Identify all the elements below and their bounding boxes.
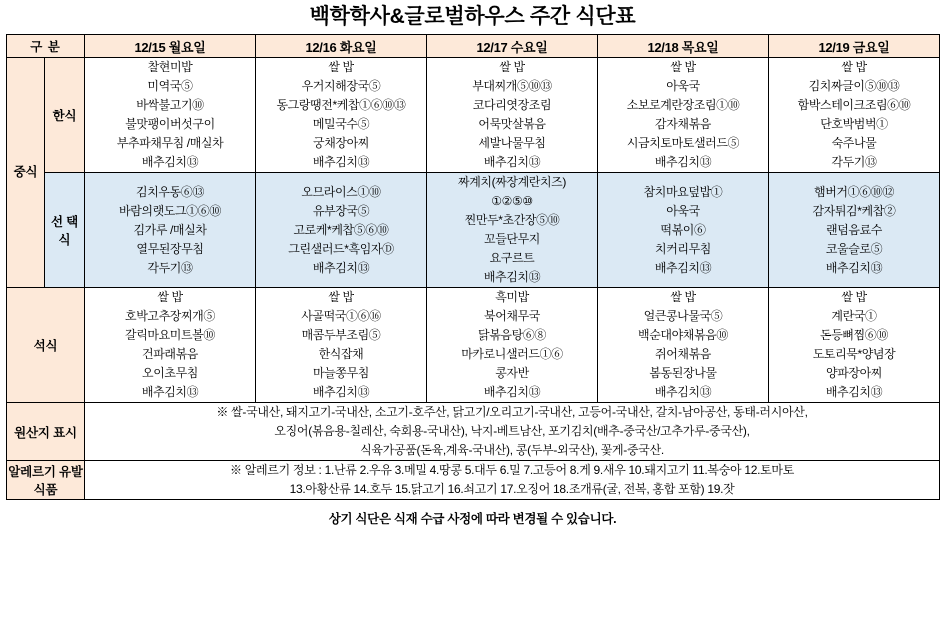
menu-item: 갈릭마요미트볼⑩ xyxy=(125,328,215,343)
menu-item: 김치짜글이⑤⑩⑬ xyxy=(808,79,900,94)
menu-item: ①②⑤⑩ xyxy=(491,194,533,209)
menu-item: 흑미밥 xyxy=(495,290,529,305)
menu-item: 랜덤음료수 xyxy=(826,222,882,237)
cell-korean-tue xyxy=(256,58,427,173)
menu-item: 매콤두부조림⑤ xyxy=(301,328,381,343)
menu-item: 콩자반 xyxy=(495,366,529,381)
menu-item: 배추김치⑬ xyxy=(312,260,370,275)
menu-item: 쌀 밥 xyxy=(670,290,696,305)
menu-item: 부추파채무침 /매실차 xyxy=(116,136,224,151)
menu-item: 바람의랫도그①⑥⑩ xyxy=(119,203,221,218)
menu-item: 오이초무침 xyxy=(142,366,198,381)
cell-dinner-tue xyxy=(256,288,427,403)
label-origin xyxy=(7,403,85,461)
menu-item: 꼬들단무지 xyxy=(484,232,540,247)
menu-item: 함박스테이크조림⑥⑩ xyxy=(797,98,911,113)
allergy-content xyxy=(85,461,940,500)
cell-dinner-wed xyxy=(427,288,598,403)
allergy-line: ※ 알레르기 정보 : 1.난류 2.우유 3.메밀 4.땅콩 5.대두 6.밀 7.고등어 8.게 9.새우 10.돼지고기 11.복숭아 12.토마토 xyxy=(229,463,794,478)
menu-item: 열무된장무침 xyxy=(136,241,204,256)
menu-item: 닭볶음탕⑥⑧ xyxy=(478,328,546,343)
origin-line: ※ 쌀-국내산, 돼지고기-국내산, 소고기-호주산, 닭고기/오리고기-국내산, 고등어-국내산, 갈치-남아공산, 동태-러시아산, xyxy=(216,405,808,420)
menu-item: 북어채무국 xyxy=(484,309,540,324)
footnote: 상기 식단은 식재 수급 사정에 따라 변경될 수 있습니다. xyxy=(328,512,617,527)
menu-item: 김가루 /매실차 xyxy=(133,222,207,237)
menu-item: 마카로니샐러드①⑥ xyxy=(461,347,563,362)
menu-item: 동그랑땡전*케찹①⑥⑩⑬ xyxy=(276,98,406,113)
menu-item: 각두기⑬ xyxy=(147,260,193,275)
menu-item: 감자채볶음 xyxy=(655,117,711,132)
menu-item: 배추김치⑬ xyxy=(141,385,199,400)
header-day-3: 12/18 목요일 xyxy=(598,35,769,58)
menu-item: 찐만두*초간장⑤⑩ xyxy=(464,213,560,228)
menu-item: 배추김치⑬ xyxy=(825,260,883,275)
menu-item: 감자튀김*케찹② xyxy=(812,203,896,218)
origin-line: 오징어(볶음용-칠레산, 숙회용-국내산), 낙지-베트남산, 포기김치(배추-중국산/고추가루-중국산), xyxy=(274,424,750,439)
cell-dinner-fri xyxy=(769,288,940,403)
menu-item: 배추김치⑬ xyxy=(825,385,883,400)
cell-dinner-mon xyxy=(85,288,256,403)
menu-item: 떡볶이⑥ xyxy=(660,222,706,237)
menu-item: 유부장국⑤ xyxy=(312,203,370,218)
header-day-1: 12/16 화요일 xyxy=(256,35,427,58)
menu-item: 쌀 밥 xyxy=(499,60,525,75)
menu-item: 미역국⑤ xyxy=(147,79,193,94)
menu-item: 아욱국 xyxy=(666,203,700,218)
cell-select-tue xyxy=(256,173,427,288)
menu-item: 소보로계란장조림①⑩ xyxy=(626,98,740,113)
header-day-2: 12/17 수요일 xyxy=(427,35,598,58)
menu-item: 한식잡채 xyxy=(318,347,364,362)
menu-item: 사골떡국①⑥⑯ xyxy=(301,309,381,324)
allergy-line: 13.아황산류 14.호두 15.닭고기 16.쇠고기 17.오징어 18.조개류(굴, 전복, 홍합 포함) 19.잣 xyxy=(289,482,735,497)
menu-item: 돈등뼈찜⑥⑩ xyxy=(820,328,888,343)
origin-row xyxy=(7,403,940,461)
header-day-0: 12/15 월요일 xyxy=(85,35,256,58)
menu-item: 불맛팽이버섯구이 xyxy=(125,117,215,132)
label-origin-text: 원산지 표시 xyxy=(14,425,77,440)
menu-item: 시금치토마토샐러드⑤ xyxy=(626,136,740,151)
label-dinner: 석식 xyxy=(7,288,85,403)
menu-item: 고로케*케찹⑤⑥⑩ xyxy=(293,222,389,237)
menu-item: 쌀 밥 xyxy=(328,290,354,305)
menu-item: 도토리묵*양념장 xyxy=(812,347,896,362)
cell-korean-mon xyxy=(85,58,256,173)
lunch-select-row xyxy=(7,173,940,288)
menu-item: 배추김치⑬ xyxy=(654,385,712,400)
cell-korean-fri xyxy=(769,58,940,173)
allergy-row xyxy=(7,461,940,500)
menu-item: 계란국① xyxy=(831,309,877,324)
header-day-4: 12/19 금요일 xyxy=(769,35,940,58)
header-gubun: 구 분 xyxy=(7,35,85,58)
menu-item: 김치우동⑥⑬ xyxy=(136,184,204,199)
menu-item: 아욱국 xyxy=(666,79,700,94)
menu-item: 부대찌개⑤⑩⑬ xyxy=(472,79,552,94)
origin-content xyxy=(85,403,940,461)
menu-item: 배추김치⑬ xyxy=(141,155,199,170)
menu-item: 세발나물무침 xyxy=(478,136,546,151)
cell-select-fri xyxy=(769,173,940,288)
menu-item: 배추김치⑬ xyxy=(654,260,712,275)
origin-line: 식육가공품(돈육,계육-국내산), 콩(두부-외국산), 꽃게-중국산. xyxy=(360,443,664,458)
menu-item: 각두기⑬ xyxy=(831,155,877,170)
menu-item: 찰현미밥 xyxy=(147,60,193,75)
menu-item: 코다리엿장조림 xyxy=(472,98,552,113)
cell-select-wed xyxy=(427,173,598,288)
menu-item: 메밀국수⑤ xyxy=(312,117,370,132)
menu-item: 얼큰콩나물국⑤ xyxy=(643,309,723,324)
menu-item: 쌀 밥 xyxy=(670,60,696,75)
menu-item: 배추김치⑬ xyxy=(483,155,541,170)
label-lunch-text: 중식 xyxy=(13,165,38,180)
menu-item: 햄버거①⑥⑩⑫ xyxy=(814,184,894,199)
label-allergy xyxy=(7,461,85,500)
menu-item: 백순대야채볶음⑩ xyxy=(638,328,728,343)
menu-item: 배추김치⑬ xyxy=(312,155,370,170)
cell-select-thu xyxy=(598,173,769,288)
weekly-menu-table xyxy=(6,34,940,500)
menu-item: 어묵맛살볶음 xyxy=(478,117,546,132)
lunch-korean-row xyxy=(7,58,940,173)
page-title: 백학학사&글로벌하우스 주간 식단표 xyxy=(309,5,636,28)
menu-item: 쥐어채볶음 xyxy=(655,347,711,362)
menu-item: 오므라이스①⑩ xyxy=(301,184,381,199)
menu-item: 궁채장아찌 xyxy=(313,136,369,151)
label-allergy-text: 알레르기 유발식품 xyxy=(8,465,83,498)
menu-item: 쌀 밥 xyxy=(841,60,867,75)
label-lunch xyxy=(7,58,45,288)
menu-item: 호박고추장찌개⑤ xyxy=(125,309,215,324)
menu-item: 배추김치⑬ xyxy=(312,385,370,400)
menu-item: 양파장아찌 xyxy=(826,366,882,381)
menu-item: 배추김치⑬ xyxy=(483,270,541,285)
table-header-row xyxy=(7,35,940,58)
cell-korean-thu xyxy=(598,58,769,173)
menu-item: 치커리무침 xyxy=(655,241,711,256)
menu-item: 코울슬로⑤ xyxy=(825,241,883,256)
menu-item: 쌀 밥 xyxy=(328,60,354,75)
menu-item: 배추김치⑬ xyxy=(654,155,712,170)
menu-item: 쌀 밥 xyxy=(841,290,867,305)
menu-item: 우거지해장국⑤ xyxy=(301,79,381,94)
menu-item: 쌀 밥 xyxy=(157,290,183,305)
cell-dinner-thu xyxy=(598,288,769,403)
label-korean: 한식 xyxy=(45,58,85,173)
cell-select-mon xyxy=(85,173,256,288)
menu-item: 짜계치(짜장계란치즈) xyxy=(458,175,566,190)
menu-item: 배추김치⑬ xyxy=(483,385,541,400)
menu-item: 봄동된장나물 xyxy=(649,366,717,381)
menu-item: 바싹불고기⑩ xyxy=(136,98,204,113)
menu-item: 숙주나물 xyxy=(831,136,877,151)
menu-item: 단호박범벅① xyxy=(820,117,888,132)
menu-item: 참치마요덮밥① xyxy=(643,184,723,199)
menu-item: 요구르트 xyxy=(489,251,535,266)
label-select: 선 택 식 xyxy=(45,173,85,288)
menu-item: 건파래볶음 xyxy=(142,347,198,362)
menu-item: 마늘쫑무침 xyxy=(313,366,369,381)
dinner-row xyxy=(7,288,940,403)
cell-korean-wed xyxy=(427,58,598,173)
menu-item: 그린샐러드*흑임자Ⓓ xyxy=(288,241,394,256)
